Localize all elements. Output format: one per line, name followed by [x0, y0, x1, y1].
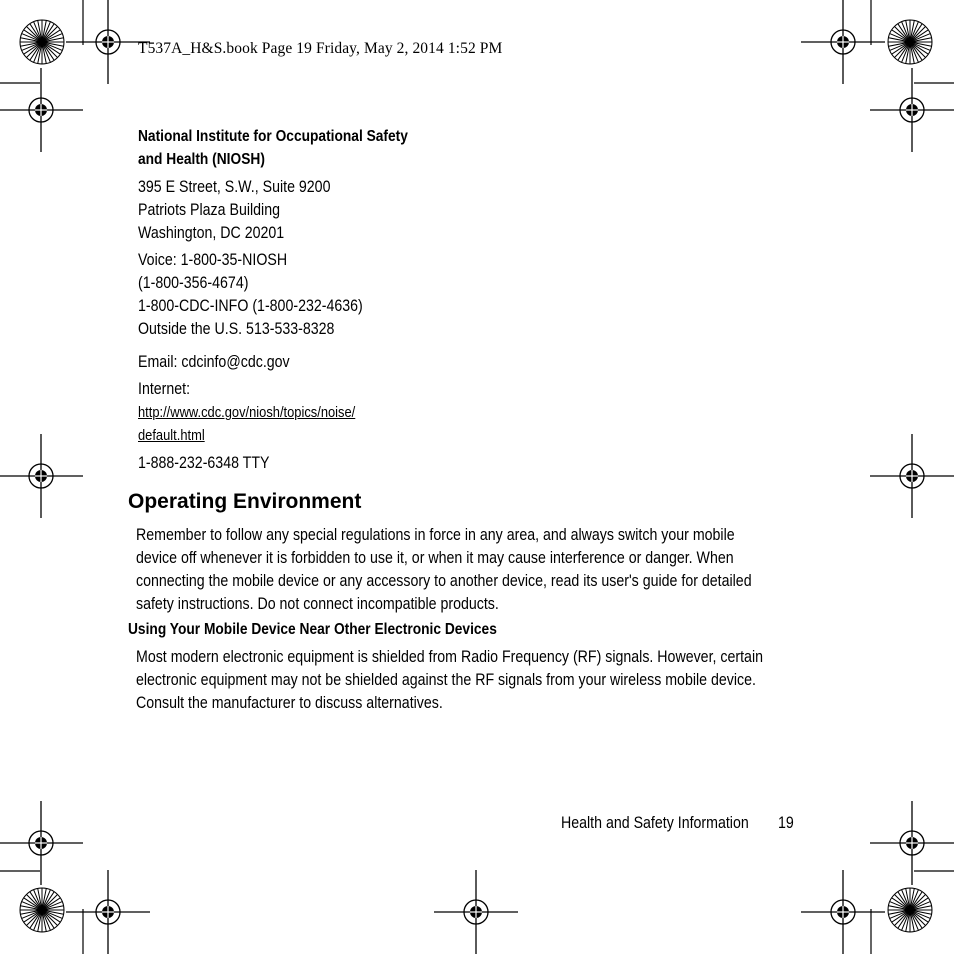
registration-mark — [0, 68, 83, 152]
paragraph-line: device off whenever it is forbidden to use it, or when it may cause interference or danger. When — [136, 549, 734, 567]
registration-mark — [434, 870, 518, 954]
paragraph-line: Most modern electronic equipment is shielded from Radio Frequency (RF) signals. However, certain — [136, 648, 763, 666]
niosh-url-link[interactable]: http://www.cdc.gov/niosh/topics/noise/ — [138, 404, 356, 421]
internet-label: Internet: — [138, 380, 191, 398]
page-number: 19 — [777, 814, 794, 832]
paragraph-line: Remember to follow any special regulations in force in any area, and always switch your mobile — [136, 526, 735, 544]
registration-mark — [0, 801, 83, 885]
niosh-phone-block — [138, 249, 363, 341]
niosh-name-line: National Institute for Occupational Safety — [138, 128, 408, 145]
registration-mark — [0, 434, 83, 518]
registration-mark — [801, 0, 885, 84]
phone-line: (1-800-356-4674) — [138, 274, 249, 292]
niosh-address — [138, 176, 330, 245]
phone-line: 1-800-CDC-INFO (1-800-232-4636) — [138, 297, 363, 315]
address-line: Washington, DC 20201 — [138, 224, 285, 242]
niosh-email: Email: cdcinfo@cdc.gov — [138, 353, 290, 371]
niosh-name-line: and Health (NIOSH) — [138, 151, 265, 168]
niosh-name — [138, 125, 408, 171]
registration-mark — [66, 870, 150, 954]
slug-line: T537A_H&S.book Page 19 Friday, May 2, 2014 1:52 PM — [138, 40, 503, 57]
star-target-mark — [20, 888, 64, 932]
paragraph-line: connecting the mobile device or any accessory to another device, read its user's guide for detailed — [136, 572, 752, 590]
subsection-paragraph — [136, 646, 763, 715]
section-heading: Operating Environment — [128, 490, 362, 513]
registration-mark — [870, 434, 954, 518]
footer-title: Health and Safety Information — [561, 814, 749, 832]
paragraph-line: electronic equipment may not be shielded against the RF signals from your wireless mobile device. — [136, 671, 756, 689]
phone-line: Outside the U.S. 513-533-8328 — [138, 320, 335, 338]
niosh-tty: 1-888-232-6348 TTY — [138, 454, 270, 472]
section-intro-paragraph — [136, 524, 752, 616]
star-target-mark — [20, 20, 64, 64]
niosh-url-link[interactable]: default.html — [138, 427, 205, 444]
niosh-internet — [138, 378, 355, 447]
subsection-heading: Using Your Mobile Device Near Other Electronic Devices — [128, 621, 497, 638]
star-target-mark — [888, 888, 932, 932]
registration-mark — [801, 870, 885, 954]
star-target-mark — [888, 20, 932, 64]
registration-mark — [870, 801, 954, 885]
paragraph-line: safety instructions. Do not connect incompatible products. — [136, 595, 499, 613]
paragraph-line: Consult the manufacturer to discuss alternatives. — [136, 694, 443, 712]
address-line: 395 E Street, S.W., Suite 9200 — [138, 178, 331, 196]
address-line: Patriots Plaza Building — [138, 201, 280, 219]
registration-mark — [870, 68, 954, 152]
phone-line: Voice: 1-800-35-NIOSH — [138, 251, 288, 269]
page-footer — [561, 812, 794, 835]
